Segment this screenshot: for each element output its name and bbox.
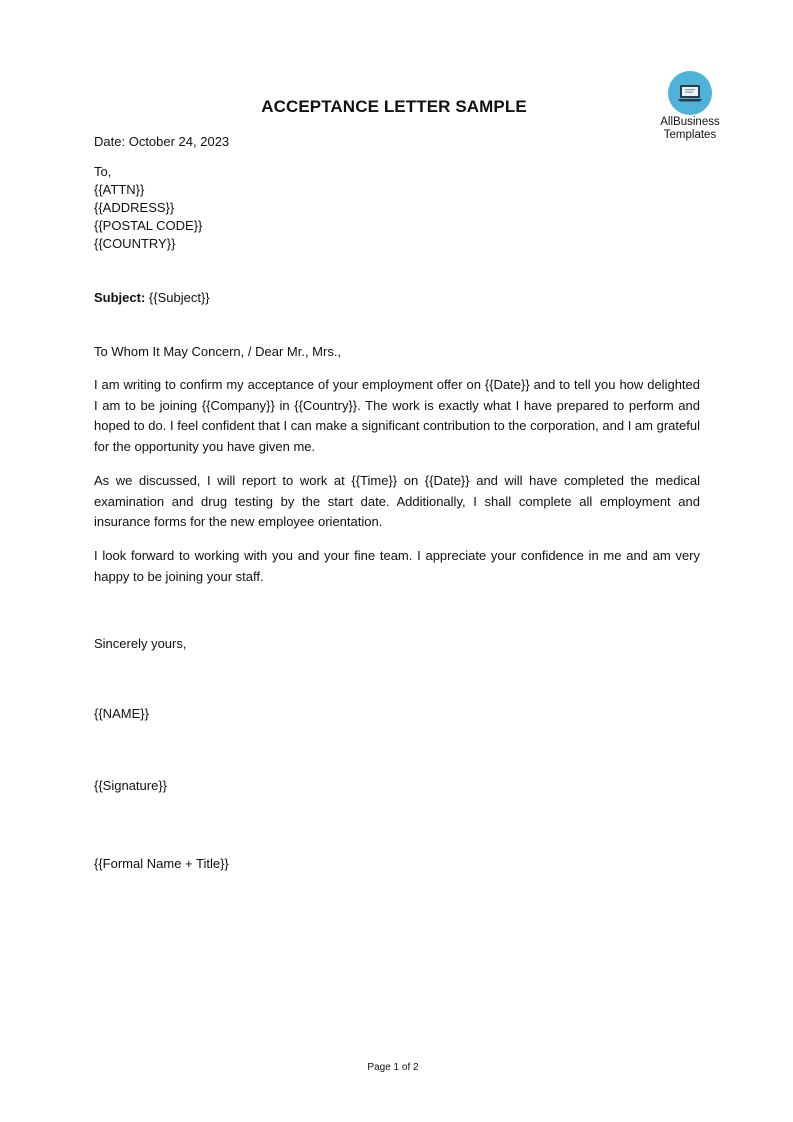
page-number: Page 1 of 2 (367, 1062, 419, 1073)
address-postal-code: {{POSTAL CODE}} (94, 218, 203, 233)
laptop-icon (668, 71, 712, 115)
body-paragraph-2: As we discussed, I will report to work at {{Time}} on {{Date}} and will have completed the medical examination and drug testing by the start date. Additionally, I shall complete all employment and insurance forms for the new employee orientation. (94, 473, 700, 529)
date-line (94, 133, 700, 151)
subject-value: {{Subject}} (148, 290, 210, 305)
formal-name-title: {{Formal Name + Title}} (94, 856, 229, 871)
logo-line2: Templates (663, 129, 717, 141)
signature-placeholder: {{Signature}} (94, 778, 168, 793)
body-paragraph-1: I am writing to confirm my acceptance of your employment offer on {{Date}} and to tell you how delighted I am to be joining {{Company}} in {{Country}}. The work is exactly what I have prepared to perform and hoped to do. I feel confident that I can make a significant contribution to the corporation, and I am grateful for the opportunity you have given me. (94, 377, 700, 454)
closing: Sincerely yours, (94, 636, 187, 651)
subject-label: Subject: (94, 290, 146, 305)
recipient-block (94, 163, 700, 253)
address-attn: {{ATTN}} (94, 182, 145, 197)
page-title: ACCEPTANCE LETTER SAMPLE (261, 97, 527, 116)
logo-line1: AllBusiness (660, 116, 720, 128)
date-label: Date: (94, 134, 126, 149)
sender-name: {{NAME}} (94, 706, 149, 721)
address-street: {{ADDRESS}} (94, 200, 175, 215)
to-label: To, (94, 164, 112, 179)
allbusiness-logo (652, 71, 728, 142)
salutation: To Whom It May Concern, / Dear Mr., Mrs., (94, 344, 342, 359)
address-country: {{COUNTRY}} (94, 236, 176, 251)
date-value: October 24, 2023 (128, 134, 230, 149)
body-paragraph-3: I look forward to working with you and your fine team. I appreciate your confidence in me and am very happy to be joining your staff. (94, 548, 700, 584)
subject-line (94, 289, 700, 307)
